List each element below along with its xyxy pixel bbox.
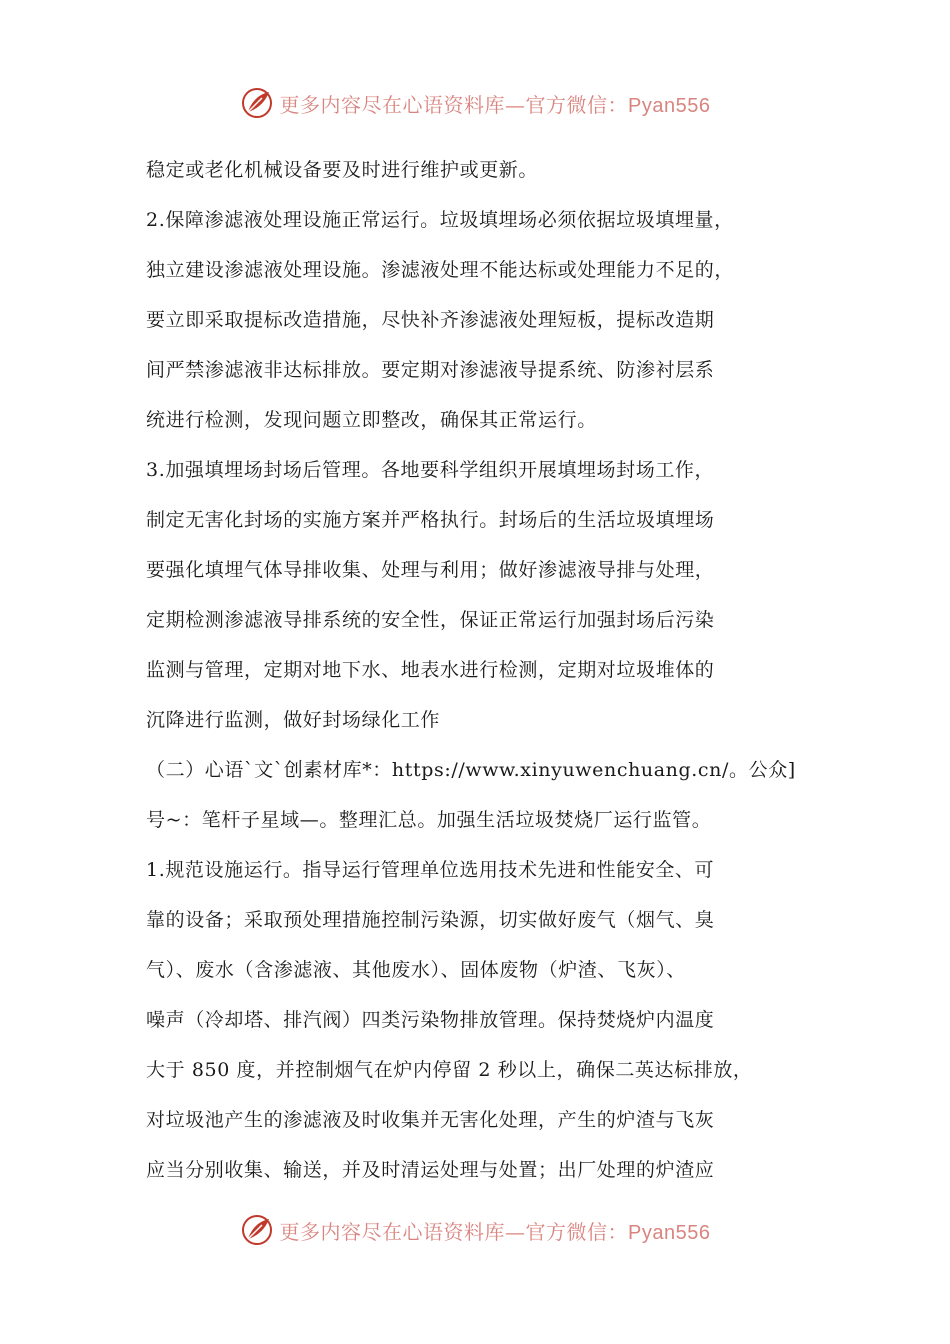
body-line: 要立即采取提标改造措施，尽快补齐渗滤液处理短板，提标改造期: [146, 309, 715, 331]
body-line: 定期检测渗滤液导排系统的安全性，保证正常运行加强封场后污染: [146, 609, 715, 631]
body-line: 应当分别收集、输送，并及时清运处理与处置；出厂处理的炉渣应: [146, 1159, 715, 1181]
footer-label: 更多内容尽在心语资料库—官方微信：: [279, 1219, 629, 1244]
body-line: 号~：笔杆子星域—。整理汇总。加强生活垃圾焚烧厂运行监管。: [146, 809, 712, 831]
body-line: 1.规范设施运行。指导运行管理单位选用技术先进和性能安全、可: [146, 859, 715, 881]
body-line: 3.加强填埋场封场后管理。各地要科学组织开展填埋场封场工作，: [146, 459, 715, 481]
body-line: 对垃圾池产生的渗滤液及时收集并无害化处理，产生的炉渣与飞灰: [146, 1109, 715, 1131]
header-label: 更多内容尽在心语资料库—官方微信：: [279, 92, 629, 117]
body-line: 间严禁渗滤液非达标排放。要定期对渗滤液导提系统、防渗衬层系: [146, 359, 715, 381]
body-line: 靠的设备；采取预处理措施控制污染源，切实做好废气（烟气、臭: [146, 909, 715, 931]
footer-text: [280, 1216, 711, 1245]
header-banner: [0, 83, 950, 123]
leaf-logo-icon: [240, 1213, 274, 1247]
body-line: （二）心语`文`创素材库*：https://www.xinyuwenchuang.cn/。公众]: [146, 759, 796, 781]
leaf-logo-icon: [240, 86, 274, 120]
body-line: 沉降进行监测，做好封场绿化工作: [146, 709, 441, 731]
body-line: 大于 850 度，并控制烟气在炉内停留 2 秒以上，确保二英达标排放，: [146, 1059, 753, 1081]
header-wechat-id: Pyan556: [628, 94, 711, 117]
body-line: 气）、废水（含渗滤液、其他废水）、固体废物（炉渣、飞灰）、: [146, 959, 686, 981]
body-line: 统进行检测，发现问题立即整改，确保其正常运行。: [146, 409, 597, 431]
body-line: 2.保障渗滤液处理设施正常运行。垃圾填埋场必须依据垃圾填埋量，: [146, 209, 734, 231]
body-line: 要强化填埋气体导排收集、处理与利用；做好渗滤液导排与处理，: [146, 559, 715, 581]
header-text: [280, 89, 711, 118]
footer-banner: [0, 1210, 950, 1250]
body-line: 独立建设渗滤液处理设施。渗滤液处理不能达标或处理能力不足的，: [146, 259, 735, 281]
body-line: 稳定或老化机械设备要及时进行维护或更新。: [146, 159, 539, 181]
body-line: 制定无害化封场的实施方案并严格执行。封场后的生活垃圾填埋场: [146, 509, 715, 531]
body-line: 噪声（冷却塔、排汽阀）四类污染物排放管理。保持焚烧炉内温度: [146, 1009, 715, 1031]
footer-wechat-id: Pyan556: [628, 1221, 711, 1244]
document-body: [146, 150, 826, 1200]
body-line: 监测与管理，定期对地下水、地表水进行检测，定期对垃圾堆体的: [146, 659, 715, 681]
